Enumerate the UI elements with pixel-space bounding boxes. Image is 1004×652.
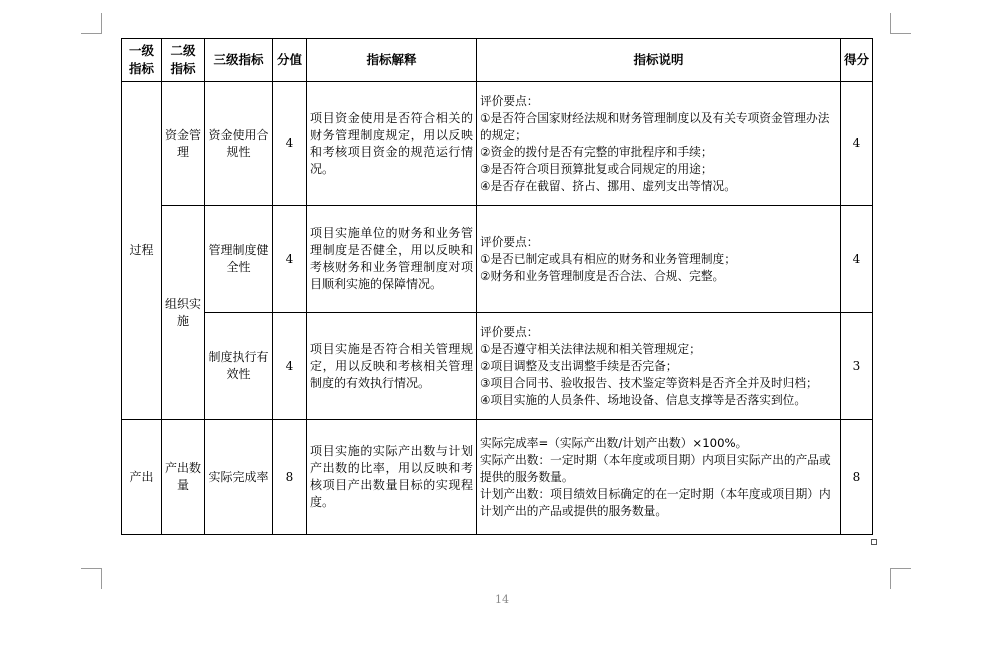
level2-cell: 资金管理 xyxy=(162,82,205,206)
description-line: 评价要点： xyxy=(480,324,539,339)
description-line: ④项目实施的人员条件、场地设备、信息支撑等是否落实到位。 xyxy=(480,392,807,407)
level2-cell: 产出数量 xyxy=(162,420,205,535)
header-level3: 三级指标 xyxy=(205,39,273,82)
explanation-cell: 项目实施是否符合相关管理规定，用以反映和考核相关管理制度的有效执行情况。 xyxy=(307,313,477,420)
level3-cell: 资金使用合规性 xyxy=(205,82,273,206)
score-value-cell: 4 xyxy=(273,313,307,420)
score-cell: 4 xyxy=(841,206,873,313)
level2-cell: 组织实施 xyxy=(162,206,205,420)
description-line: ②项目调整及支出调整手续是否完备； xyxy=(480,358,678,373)
description-line: ①是否已制定或具有相应的财务和业务管理制度； xyxy=(480,251,736,266)
score-value-cell: 4 xyxy=(273,82,307,206)
score-cell: 3 xyxy=(841,313,873,420)
description-line: 计划产出数：项目绩效目标确定的在一定时期（本年度或项目期）内计划产出的产品或提供的服务数量。 xyxy=(480,486,831,518)
description-cell xyxy=(477,206,841,313)
page-corner-mark-bottom-left xyxy=(81,568,102,589)
score-cell: 4 xyxy=(841,82,873,206)
header-level1: 一级指标 xyxy=(122,39,162,82)
description-line: ②资金的拨付是否有完整的审批程序和手续； xyxy=(480,144,713,159)
page-number: 14 xyxy=(495,593,509,606)
level3-cell: 实际完成率 xyxy=(205,420,273,535)
description-cell xyxy=(477,420,841,535)
table-row xyxy=(122,313,873,420)
header-description: 指标说明 xyxy=(477,39,841,82)
explanation-cell: 项目实施的实际产出数与计划产出数的比率，用以反映和考核项目产出数量目标的实现程度。 xyxy=(307,420,477,535)
explanation-cell: 项目资金使用是否符合相关的财务管理制度规定，用以反映和考核项目资金的规范运行情况。 xyxy=(307,82,477,206)
description-line: 评价要点： xyxy=(480,93,539,108)
paragraph-end-mark xyxy=(871,539,877,545)
header-level2: 二级指标 xyxy=(162,39,205,82)
explanation-cell: 项目实施单位的财务和业务管理制度是否健全，用以反映和考核财务和业务管理制度对项目顺利实施的保障情况。 xyxy=(307,206,477,313)
page-corner-mark-top-left xyxy=(81,13,102,34)
score-value-cell: 8 xyxy=(273,420,307,535)
performance-indicator-table xyxy=(121,38,873,535)
level3-cell: 制度执行有效性 xyxy=(205,313,273,420)
description-line: ②财务和业务管理制度是否合法、合规、完整。 xyxy=(480,268,725,283)
table-header-row xyxy=(122,39,873,82)
page-corner-mark-bottom-right xyxy=(890,568,911,589)
description-line: ①是否遵守相关法律法规和相关管理规定； xyxy=(480,341,701,356)
level1-cell: 过程 xyxy=(122,82,162,420)
description-cell xyxy=(477,82,841,206)
description-line: ①是否符合国家财经法规和财务管理制度以及有关专项资金管理办法的规定； xyxy=(480,110,830,142)
description-line: ④是否存在截留、挤占、挪用、虚列支出等情况。 xyxy=(480,178,736,193)
level1-cell: 产出 xyxy=(122,420,162,535)
description-line: ③是否符合项目预算批复或合同规定的用途； xyxy=(480,161,713,176)
table-row xyxy=(122,420,873,535)
description-cell xyxy=(477,313,841,420)
header-explanation: 指标解释 xyxy=(307,39,477,82)
header-score: 得分 xyxy=(841,39,873,82)
header-score-value: 分值 xyxy=(273,39,307,82)
score-value-cell: 4 xyxy=(273,206,307,313)
description-line: 实际完成率=（实际产出数/计划产出数）×100%。 xyxy=(480,435,748,450)
table-row xyxy=(122,82,873,206)
description-line: 实际产出数：一定时期（本年度或项目期）内项目实际产出的产品或提供的服务数量。 xyxy=(480,452,831,484)
table-row xyxy=(122,206,873,313)
description-line: ③项目合同书、验收报告、技术鉴定等资料是否齐全并及时归档； xyxy=(480,375,818,390)
description-line: 评价要点： xyxy=(480,234,539,249)
page-corner-mark-top-right xyxy=(890,13,911,34)
level3-cell: 管理制度健全性 xyxy=(205,206,273,313)
score-cell: 8 xyxy=(841,420,873,535)
